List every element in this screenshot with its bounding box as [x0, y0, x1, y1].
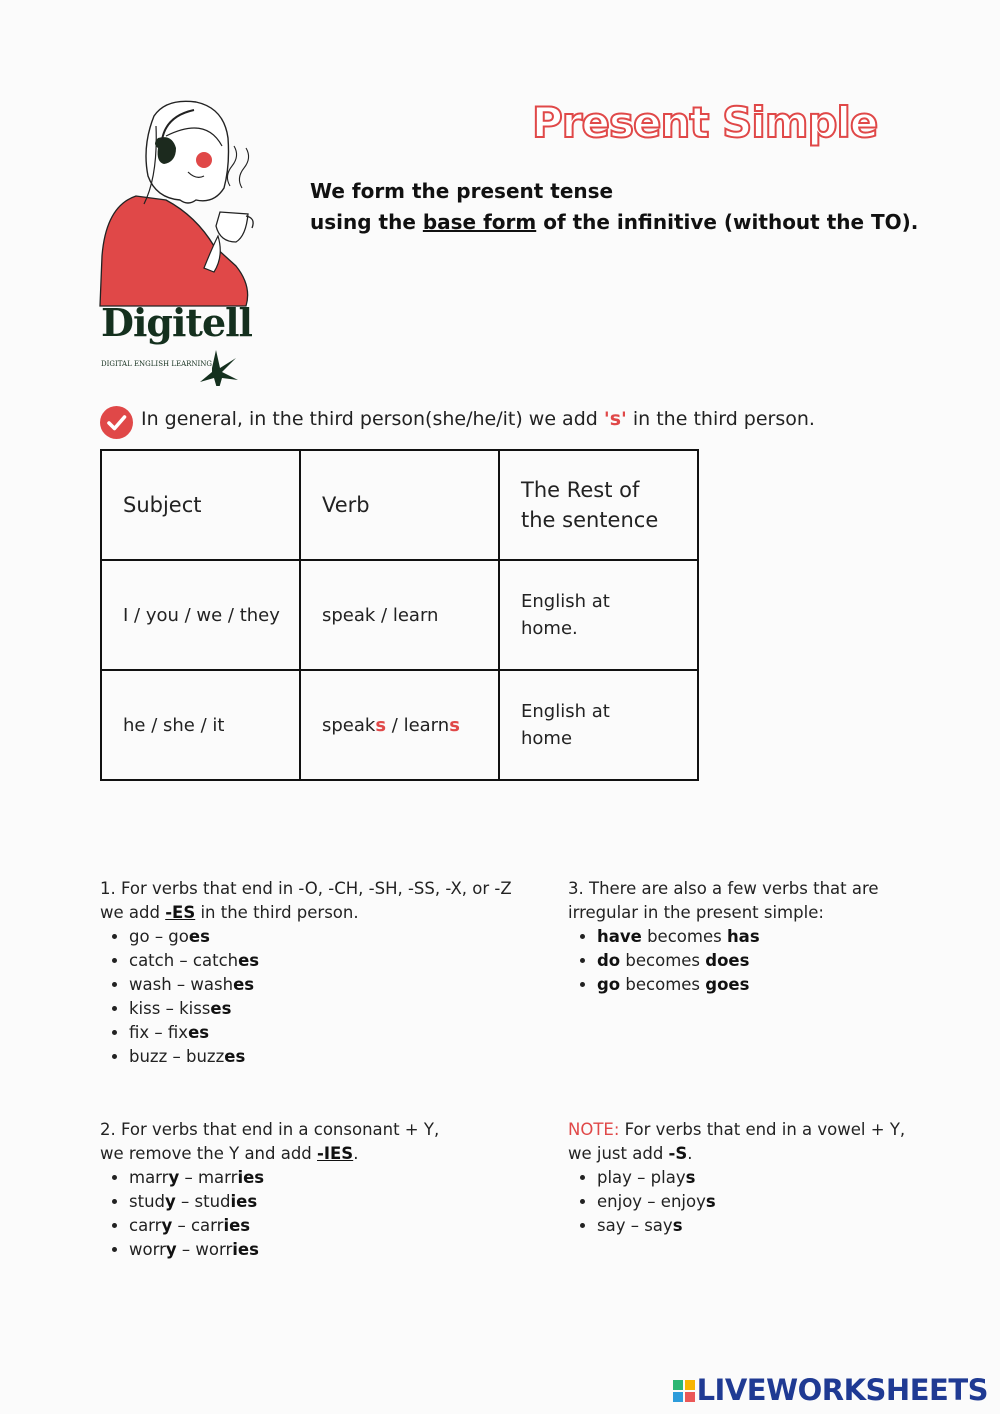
header-verb: Verb — [300, 450, 499, 560]
list-item: • go becomes goes — [597, 973, 968, 997]
intro-line-2 — [310, 207, 918, 238]
section2-post: . — [353, 1144, 359, 1163]
verb-a-suffix: s — [375, 714, 387, 736]
cell-subject: I / you / we / they — [101, 560, 300, 670]
note-label: NOTE: — [568, 1120, 620, 1139]
section-ies-rule — [100, 1118, 540, 1262]
verb-b: learn — [403, 714, 450, 736]
note-text: For verbs that end in a vowel + Y, — [619, 1120, 906, 1139]
cell-subject: he / she / it — [101, 670, 300, 780]
header-rest — [499, 450, 698, 560]
note-line1 — [568, 1118, 968, 1142]
cell-rest — [499, 560, 698, 670]
section2-pre: we remove the Y and add — [100, 1144, 318, 1163]
cell-rest — [499, 670, 698, 780]
list-item: • study – studies — [129, 1190, 540, 1214]
note-line2 — [568, 1142, 968, 1166]
section-note — [568, 1118, 968, 1238]
list-item: • say – says — [597, 1214, 968, 1238]
section-irregular — [568, 877, 968, 997]
brand-logo: Digitell — [101, 300, 252, 345]
section2-list — [100, 1166, 540, 1262]
section3-line2: irregular in the present simple: — [568, 903, 824, 922]
page-title: Present Simple — [532, 98, 878, 147]
conjugation-table — [100, 449, 699, 781]
header-subject: Subject — [101, 450, 300, 560]
liveworksheets-logo[interactable] — [673, 1373, 988, 1407]
note-pre: we just add — [568, 1144, 669, 1163]
list-item: • wash – washes — [129, 973, 540, 997]
verb-a: speak — [322, 714, 376, 736]
liveworksheets-text: LIVEWORKSHEETS — [696, 1373, 988, 1407]
note-post: . — [687, 1144, 693, 1163]
list-item: • enjoy – enjoys — [597, 1190, 968, 1214]
checkmark-icon — [100, 406, 133, 439]
note-list — [568, 1166, 968, 1238]
list-item: • kiss – kisses — [129, 997, 540, 1021]
list-item: • marry – marries — [129, 1166, 540, 1190]
note-key: -S — [668, 1144, 688, 1163]
section3-line1: 3. There are also a few verbs that are — [568, 879, 879, 898]
section2-key: -IES — [317, 1144, 354, 1163]
list-item: • carry – carries — [129, 1214, 540, 1238]
list-item: • buzz – buzzes — [129, 1045, 540, 1069]
intro-text — [310, 176, 918, 238]
cell-verb — [300, 670, 499, 780]
rule-post: in the third person. — [626, 408, 815, 430]
intro-underlined: base form — [422, 210, 537, 234]
list-item: • catch – catches — [129, 949, 540, 973]
section1-list — [100, 925, 540, 1069]
section2-line1: 2. For verbs that end in a consonant + Y, — [100, 1120, 440, 1139]
list-item: • play – plays — [597, 1166, 968, 1190]
cell-rest-text: English at home — [521, 701, 610, 749]
intro-line-1: We form the present tense — [310, 179, 614, 203]
verb-separator: / — [386, 714, 404, 736]
list-item: • do becomes does — [597, 949, 968, 973]
cell-verb: speak / learn — [300, 560, 499, 670]
section-es-rule — [100, 877, 540, 1069]
third-person-rule — [141, 408, 815, 430]
section1-line1: 1. For verbs that end in -O, -CH, -SH, -SS, -X, or -Z — [100, 879, 512, 898]
list-item: • have becomes has — [597, 925, 968, 949]
table-header-row — [101, 450, 698, 560]
section2-line2 — [100, 1142, 540, 1166]
section3-list — [568, 925, 968, 997]
table-row — [101, 560, 698, 670]
rule-highlight: 's' — [603, 408, 627, 430]
list-item: • worry – worries — [129, 1238, 540, 1262]
section1-post: in the third person. — [195, 903, 359, 922]
liveworksheets-icon — [673, 1380, 695, 1402]
rule-pre: In general, in the third person(she/he/it) we add — [141, 408, 604, 430]
section1-key: -ES — [165, 903, 196, 922]
header-rest-text: The Rest of the sentence — [521, 478, 659, 532]
intro-post: of the infinitive (without the TO). — [536, 210, 919, 234]
section1-line2 — [100, 901, 540, 925]
cell-rest-text: English at home. — [521, 591, 610, 639]
intro-pre: using the — [310, 210, 423, 234]
list-item: • fix – fixes — [129, 1021, 540, 1045]
table-row — [101, 670, 698, 780]
brand-tagline: DIGITAL ENGLISH LEARNING — [101, 360, 213, 368]
section1-pre: we add — [100, 903, 166, 922]
verb-b-suffix: s — [449, 714, 460, 736]
list-item: • go – goes — [129, 925, 540, 949]
